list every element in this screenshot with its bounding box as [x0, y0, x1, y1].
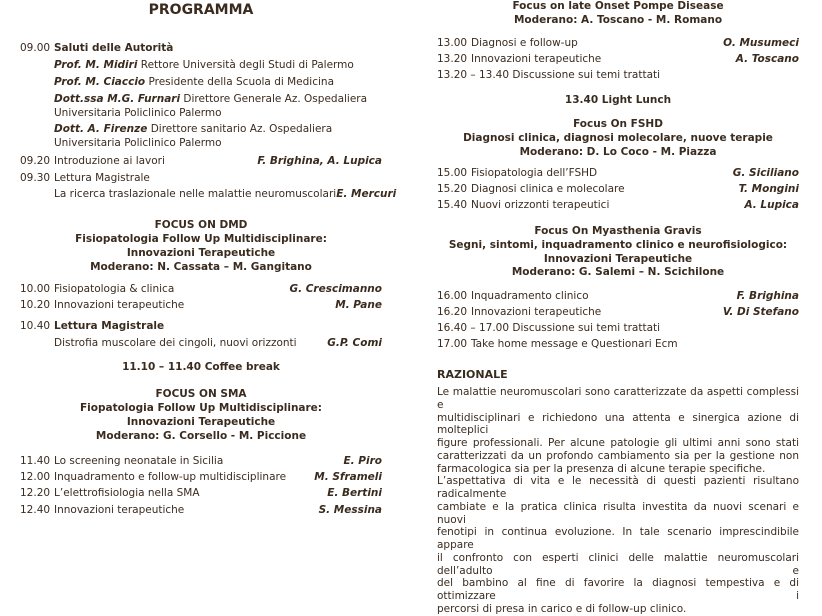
time: 16.20 — [437, 306, 468, 318]
rationale-heading: RAZIONALE — [437, 368, 508, 381]
schedule-row — [20, 320, 382, 332]
schedule-row — [20, 299, 382, 311]
session-title: Discussione sui temi trattati — [512, 69, 661, 81]
session-title: Diagnosi e follow-up — [471, 37, 578, 49]
authority-line — [20, 76, 382, 88]
authority-line — [20, 123, 382, 135]
schedule-row — [437, 167, 799, 179]
schedule-row — [437, 183, 799, 195]
speaker: M. Sframeli — [314, 471, 382, 483]
session-title: Nuovi orizzonti terapeutici — [471, 199, 610, 211]
speaker: E. Mercuri — [336, 188, 397, 200]
speaker: M. Pane — [335, 299, 382, 311]
speaker: E. Piro — [343, 455, 382, 467]
mg-subheading: Innovazioni Terapeutiche — [543, 253, 693, 265]
rationale-line: percorsi di presa in carico e di follow-up clinico. — [437, 602, 687, 615]
authority-role: Universitaria Policlinico Palermo — [54, 107, 222, 119]
authority-line — [20, 137, 382, 149]
session-subtitle: La ricerca traslazionale nelle malattie neuromuscolari — [54, 188, 337, 200]
lunch-break: 13.40 Light Lunch — [564, 94, 672, 106]
rationale-line: Le malattie neuromuscolari sono caratterizzate da aspetti complessi e — [437, 386, 799, 411]
sma-subheading: Fiopatologia Follow Up Multidisciplinare: — [79, 402, 323, 414]
session-title: Innovazioni terapeutiche — [54, 299, 185, 311]
schedule-row — [437, 53, 799, 65]
session-title: Lo screening neonatale in Sicilia — [54, 455, 224, 467]
authority-name: Prof. M. Midiri — [54, 59, 138, 71]
speaker: F. Brighina — [736, 290, 799, 302]
speaker: E. Bertini — [327, 487, 382, 499]
authority-role: Universitaria Policlinico Palermo — [54, 137, 222, 149]
rationale-line: multidisciplinari e richiedono una attenta e sinergica azione di molteplici — [437, 411, 799, 437]
rationale-line: cambiate e la pratica clinica risulta investita da nuovi scenari e nuovi — [437, 500, 799, 526]
schedule-row — [20, 471, 382, 483]
rationale-line: caratterizzati da un profondo cambiamento sia per la gestione non — [437, 449, 799, 462]
schedule-row — [437, 338, 799, 350]
coffee-break: 11.10 – 11.40 Coffee break — [122, 361, 280, 373]
session-title: Discussione sui temi trattati — [512, 322, 661, 334]
time: 10.20 — [20, 299, 51, 311]
authority-role: Rettore Università degli Studi di Palermo — [137, 59, 354, 71]
speaker: S. Messina — [318, 504, 382, 516]
fshd-heading: Focus On FSHD — [573, 118, 663, 130]
rationale-line: fenotipi in continua evoluzione. In tale scenario imprescindibile appare — [437, 526, 799, 551]
authority-name: Prof. M. Ciaccio — [54, 76, 146, 88]
mg-subheading: Segni, sintomi, inquadramento clinico e neurofisiologico: — [448, 239, 788, 251]
fshd-moderators: Moderano: D. Lo Coco - M. Piazza — [519, 146, 717, 158]
pompe-moderators: Moderano: A. Toscano - M. Romano — [513, 14, 723, 26]
authority-role: Direttore Generale Az. Ospedaliera — [180, 93, 368, 105]
time: 12.20 — [20, 487, 51, 499]
schedule-row — [20, 487, 382, 499]
dmd-subheading: Innovazioni Terapeutiche — [126, 247, 276, 259]
sma-subheading: Innovazioni Terapeutiche — [126, 416, 276, 428]
fshd-subheading: Diagnosi clinica, diagnosi molecolare, nuove terapie — [463, 132, 773, 144]
opening-heading: Saluti delle Autorità — [54, 42, 174, 54]
rationale-line: del bambino al fine di favorire la diagnosi tempestiva e di ottimizzare i — [437, 577, 799, 602]
authority-role: Presidente della Scuola di Medicina — [145, 76, 335, 88]
speaker: O. Musumeci — [723, 37, 799, 49]
time: 16.40 – 17.00 — [437, 322, 510, 334]
authority-line — [20, 59, 382, 71]
time: 13.20 — [437, 53, 468, 65]
schedule-row — [437, 306, 799, 318]
mg-moderators: Moderano: G. Salemi – N. Scichilone — [511, 266, 725, 278]
schedule-row — [20, 455, 382, 467]
authority-name: Dott.ssa M.G. Furnari — [54, 93, 181, 105]
schedule-row — [437, 199, 799, 211]
time: 13.20 – 13.40 — [437, 69, 510, 81]
time: 09.00 — [20, 42, 51, 54]
schedule-subrow — [20, 188, 397, 200]
rationale-paragraph — [437, 386, 799, 616]
session-title: L’elettrofisiologia nella SMA — [54, 487, 200, 499]
authority-line — [20, 107, 382, 119]
session-title: Innovazioni terapeutiche — [471, 306, 602, 318]
session-title: Fisiopatologia & clinica — [54, 283, 175, 295]
rationale-line: figure professionali. Per alcune patologie gli ultimi anni sono stati — [437, 437, 799, 449]
sma-heading: FOCUS ON SMA — [155, 388, 247, 400]
speaker: G. Siciliano — [732, 167, 799, 179]
time: 09.20 — [20, 155, 51, 167]
session-title: Diagnosi clinica e molecolare — [471, 183, 625, 195]
time: 10.40 — [20, 320, 51, 332]
speaker: G.P. Comi — [327, 337, 382, 349]
dmd-subheading: Fisiopatologia Follow Up Multidisciplinare: — [75, 233, 327, 245]
authority-line — [20, 93, 382, 105]
authority-role: Direttore sanitario Az. Ospedaliera — [147, 123, 333, 135]
schedule-subrow — [20, 337, 382, 349]
dmd-moderators: Moderano: N. Cassata – M. Gangitano — [90, 261, 312, 273]
schedule-row — [20, 172, 382, 184]
schedule-row — [20, 504, 382, 516]
session-title: Innovazioni terapeutiche — [471, 53, 602, 65]
schedule-row — [437, 37, 799, 49]
sma-moderators: Moderano: G. Corsello - M. Piccione — [95, 430, 307, 442]
schedule-row — [437, 290, 799, 302]
session-title: Inquadramento e follow-up multidisciplinare — [54, 471, 287, 483]
time: 15.40 — [437, 199, 468, 211]
session-title: Introduzione ai lavori — [54, 155, 165, 167]
dmd-heading: FOCUS ON DMD — [154, 219, 248, 231]
discussion-row — [437, 322, 799, 334]
time: 13.00 — [437, 37, 468, 49]
mg-heading: Focus On Myasthenia Gravis — [534, 225, 702, 237]
rationale-line: il confronto con esperti clinici delle malattie neuromuscolari dell’adulto e — [437, 551, 799, 577]
opening-row — [20, 42, 382, 54]
session-title: Inquadramento clinico — [471, 290, 589, 302]
session-title: Take home message e Questionari Ecm — [471, 338, 678, 350]
programma-title: PROGRAMMA — [148, 2, 254, 18]
time: 12.00 — [20, 471, 51, 483]
speaker: F. Brighina, A. Lupica — [257, 155, 382, 167]
schedule-row — [20, 155, 382, 167]
time: 16.00 — [437, 290, 468, 302]
session-title: Lettura Magistrale — [54, 320, 165, 332]
speaker: A. Lupica — [744, 199, 799, 211]
speaker: V. Di Stefano — [722, 306, 799, 318]
rationale-line: L’aspettativa di vita e le necessità di questi pazienti risultano radicalmente — [437, 475, 799, 500]
speaker: T. Mongini — [738, 183, 799, 195]
rationale-line: farmacologica sia per la presenza di alcune terapie specifiche. — [437, 462, 766, 475]
session-title: Innovazioni terapeutiche — [54, 504, 185, 516]
session-title: Lettura Magistrale — [54, 172, 150, 184]
speaker: G. Crescimanno — [289, 283, 382, 295]
time: 12.40 — [20, 504, 51, 516]
authority-name: Dott. A. Firenze — [54, 123, 148, 135]
time: 15.00 — [437, 167, 468, 179]
session-subtitle: Distrofia muscolare dei cingoli, nuovi orizzonti — [54, 337, 297, 349]
time: 11.40 — [20, 455, 51, 467]
time: 09.30 — [20, 172, 51, 184]
time: 15.20 — [437, 183, 468, 195]
speaker: A. Toscano — [735, 53, 799, 65]
time: 17.00 — [437, 338, 468, 350]
pompe-heading: Focus on late Onset Pompe Disease — [512, 0, 724, 12]
session-title: Fisiopatologia dell’FSHD — [471, 167, 598, 179]
time: 10.00 — [20, 283, 51, 295]
discussion-row — [437, 69, 799, 81]
schedule-row — [20, 283, 382, 295]
